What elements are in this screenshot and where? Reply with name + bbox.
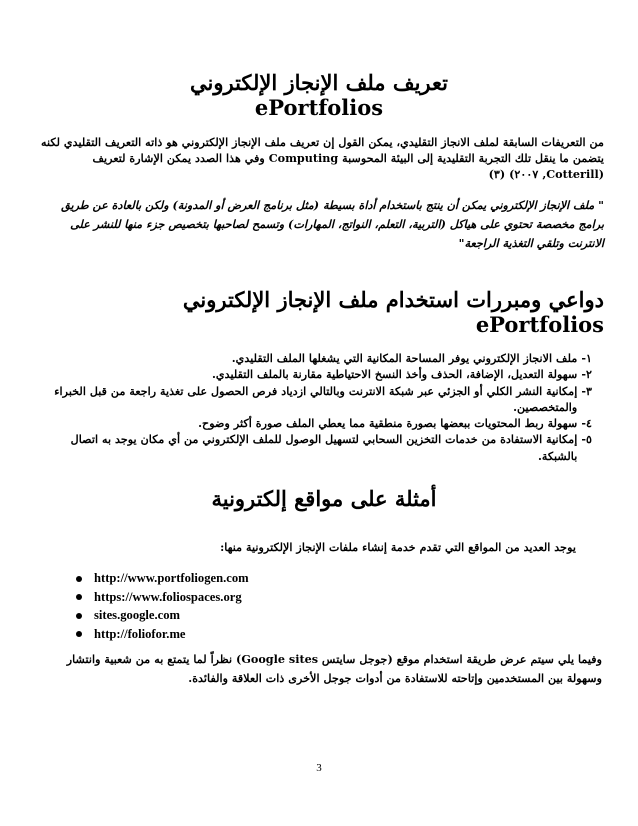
list-item-number: ١- xyxy=(581,351,592,365)
closing-paragraph: وفيما يلي سيتم عرض طريقة استخدام موقع (جوجل سايتس Google sites) نظراً لما يتمتع به من شعبية وانتشار وسهولة بين المستخدمين وإتاحته للاستفادة من أدوات جوجل الأخرى ذات العلاقة والفائدة. xyxy=(66,652,602,685)
section-title-examples: أمثلة على مواقع إلكترونية xyxy=(211,486,437,511)
list-item xyxy=(40,366,592,382)
list-item-text: سهولة ربط المحتويات ببعضها بصورة منطقية مما يعطي الملف صورة أكثر وضوح. xyxy=(198,416,578,431)
list-item-number: ٢- xyxy=(581,367,592,382)
list-item xyxy=(40,350,592,366)
page-number: 3 xyxy=(316,762,322,774)
bullet-icon xyxy=(76,576,82,582)
link-item xyxy=(76,606,249,625)
list-item-text: إمكانية النشر الكلي أو الجزئي عبر شبكة الانترنت وبالتالي ازدياد فرص الحصول على تغذية راجعة من قبل الخبراء والمتخصصين. xyxy=(54,383,578,414)
reasons-list xyxy=(40,350,592,464)
section-title-reasons: دواعي ومبررات استخدام ملف الإنجاز الإلكتروني ePortfolios xyxy=(182,287,604,337)
website-link[interactable]: http://www.portfoliogen.com xyxy=(94,571,249,585)
list-item-number: ٣- xyxy=(581,383,592,398)
bullet-icon xyxy=(76,594,82,600)
list-item xyxy=(40,383,592,416)
website-links-list xyxy=(76,569,249,643)
definition-paragraph: من التعريفات السابقة لملف الانجاز التقليدي، يمكن القول إن تعريف ملف الإنجاز الإلكتروني هو ذاته التعريف التقليدي لكنه يتضمن ما ينقل تلك التجربة التقليدية إلى البيئة المحوسبة Computing وفي هذا الصدد يمكن الإشارة لتعريف (Cotterill, ٢٠٠٧) (٣) xyxy=(41,135,604,181)
link-item xyxy=(76,588,249,607)
list-item xyxy=(40,415,592,431)
list-item-text: ملف الانجاز الإلكتروني يوفر المساحة المكانية التي يشغلها الملف التقليدي. xyxy=(231,351,578,365)
list-item-text: سهولة التعديل، الإضافة، الحذف وأخذ النسخ الاحتياطية مقارنة بالملف التقليدي. xyxy=(211,367,578,382)
definition-quote: " ملف الإنجاز الإلكتروني يمكن أن ينتج باستخدام أداة بسيطة (مثل برنامج العرض أو المدونة) ولكن بالعادة عن طريق برامج مخصصة تحتوي على هياكل (التربية، التعلم، النواتج، المهارات) وتسمح لصاحبها بتخصيص جزء منها للنشر على الانترنت وتلقي التغذية الراجعة" xyxy=(61,198,604,250)
link-item xyxy=(76,569,249,588)
list-item xyxy=(40,431,592,464)
bullet-icon xyxy=(76,613,82,619)
list-item-text: إمكانية الاستفادة من خدمات التخزين السحابي لتسهيل الوصول للملف الإلكتروني من أي مكان يوجد به اتصال بالشبكة. xyxy=(70,432,578,463)
website-link[interactable]: https://www.foliospaces.org xyxy=(94,589,242,604)
list-item-number: ٥- xyxy=(581,432,592,447)
examples-intro: يوجد العديد من المواقع التي تقدم خدمة إنشاء ملفات الإنجاز الإلكترونية منها: xyxy=(220,540,576,554)
section-title-definition: تعريف ملف الإنجاز الإلكتروني ePortfolios xyxy=(190,70,448,120)
link-item xyxy=(76,625,249,644)
list-item-number: ٤- xyxy=(581,416,592,431)
website-link[interactable]: http://foliofor.me xyxy=(94,626,186,641)
bullet-icon xyxy=(76,631,82,637)
website-link[interactable]: sites.google.com xyxy=(94,608,181,622)
